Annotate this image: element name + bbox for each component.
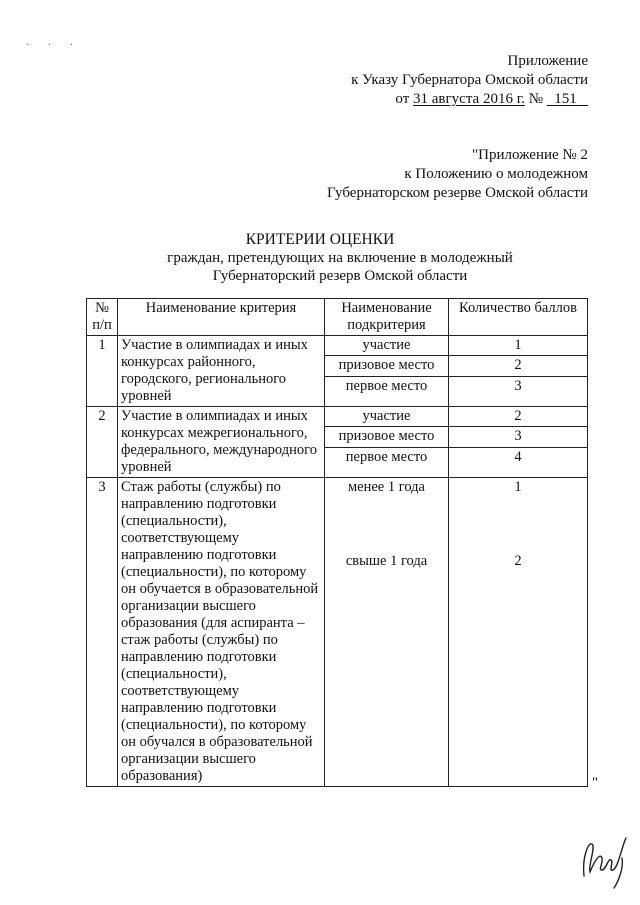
subcriterion-cell: менее 1 года	[325, 478, 449, 552]
subcriterion-cell: свыше 1 года	[325, 552, 449, 787]
page-subtitle-line1: граждан, претендующих на включение в молодежный	[167, 250, 513, 266]
points-cell: 3	[449, 427, 588, 447]
subcriterion-cell: первое место	[325, 447, 449, 477]
annex-header-line1: "Приложение № 2	[472, 147, 588, 163]
points-cell: 1	[449, 478, 588, 552]
row-criterion: Участие в олимпиадах и иных конкурсах районного, городского, регионального уровней	[118, 336, 325, 407]
row-num: 2	[87, 407, 118, 478]
row-criterion: Участие в олимпиадах и иных конкурсах межрегионального, федерального, международного уровней	[118, 407, 325, 478]
appendix-header-line3	[351, 90, 588, 109]
points-cell: 3	[449, 376, 588, 406]
closing-quote: "	[592, 775, 599, 791]
annex-header	[327, 146, 588, 203]
table-row	[87, 407, 588, 427]
points-cell: 2	[449, 407, 588, 427]
points-cell: 1	[449, 336, 588, 356]
signature-mark	[578, 828, 634, 890]
scan-specks: · · ·	[26, 40, 81, 51]
header-subcriterion: Наименование подкритерия	[325, 299, 449, 336]
page-subtitle-line2: Губернаторский резерв Омской области	[212, 268, 468, 284]
header-points: Количество баллов	[449, 299, 588, 336]
points-cell: 4	[449, 447, 588, 477]
page-subtitle	[140, 249, 540, 285]
subcriterion-cell: призовое место	[325, 356, 449, 376]
header-num: № п/п	[87, 299, 118, 336]
subcriterion-cell: участие	[325, 336, 449, 356]
table-header-row	[87, 299, 588, 336]
decree-date: 31 августа 2016 г.	[413, 91, 525, 107]
number-sign: №	[528, 91, 543, 107]
header-criterion: Наименование критерия	[118, 299, 325, 336]
table-row	[87, 336, 588, 356]
annex-header-line3: Губернаторском резерве Омской области	[326, 185, 588, 201]
decree-number: 151	[554, 91, 577, 107]
subcriterion-cell: первое место	[325, 376, 449, 406]
points-cell: 2	[449, 552, 588, 787]
appendix-header	[351, 52, 588, 109]
appendix-header-line1: Приложение	[507, 53, 588, 69]
page-title: КРИТЕРИИ ОЦЕНКИ	[245, 231, 395, 248]
annex-header-line2: к Положению о молодежном	[404, 166, 588, 182]
appendix-header-line2: к Указу Губернатора Омской области	[351, 72, 588, 88]
date-prefix: от	[395, 91, 410, 107]
row-criterion: Стаж работы (службы) по направлению подготовки (специальности), соответствующему направлению подготовки (специальности), по которому он обучается в образовательной организации высшего образования (для аспиранта – стаж работы (службы) по направлению подготовки (специальности), соответствующему направлению подготовки (специальности), по которому он обучался в образовательной организации высшего образования)	[118, 478, 325, 787]
table-row	[87, 478, 588, 552]
criteria-table	[86, 298, 588, 787]
points-cell: 2	[449, 356, 588, 376]
row-num: 1	[87, 336, 118, 407]
subcriterion-cell: участие	[325, 407, 449, 427]
row-num: 3	[87, 478, 118, 787]
subcriterion-cell: призовое место	[325, 427, 449, 447]
